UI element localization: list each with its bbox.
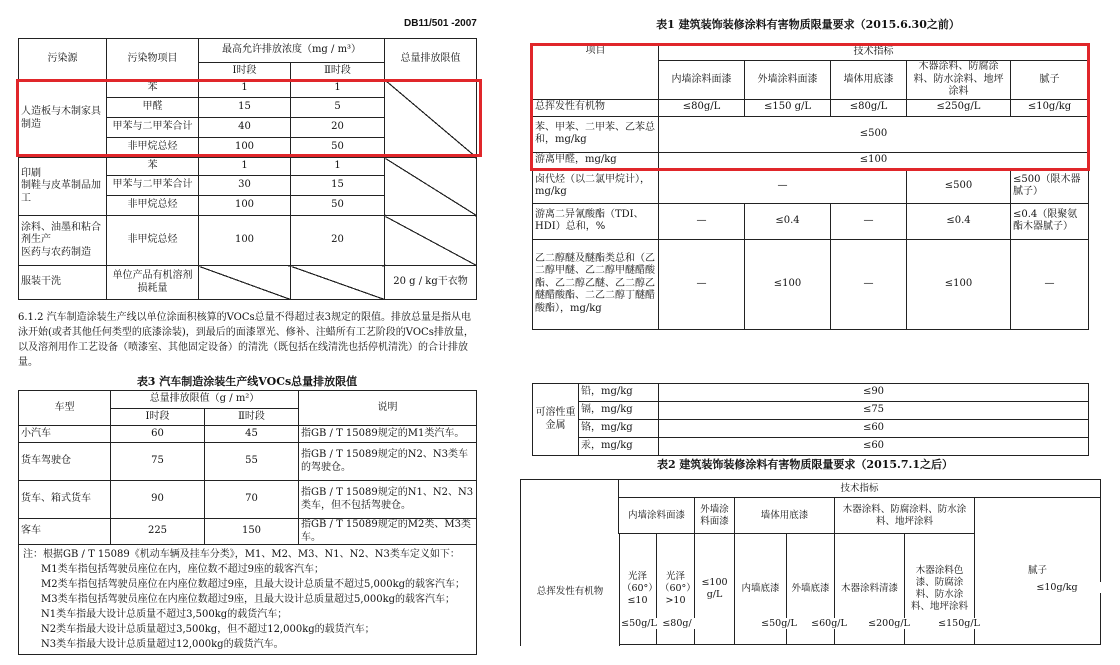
table-cell: 苯 <box>107 80 199 98</box>
table-cell: 225 <box>111 519 205 545</box>
source-coatings-pharma: 涂料、油墨和粘合剂生产 医药与农药制造 <box>19 216 107 266</box>
header-item: 污染物项目 <box>107 39 199 80</box>
table-cell: ≤10g/kg <box>1011 99 1089 116</box>
table-cell: ≤100 <box>659 152 1089 169</box>
table1-title: 表1 建筑装饰装修涂料有害物质限量要求（2015.6.30之前） <box>656 18 960 31</box>
table-cell: 1 <box>291 158 385 176</box>
table-cell: 甲醛 <box>107 98 199 118</box>
table-cell: ≤0.4（限聚氨酯木器腻子） <box>1011 203 1089 239</box>
table-cell: 60 <box>111 426 205 443</box>
table-cell: 指GB / T 15089规定的N2、N3类车的驾驶仓。 <box>299 443 477 481</box>
table-cell: 1 <box>199 158 291 176</box>
table-cell: 小汽车 <box>19 426 111 443</box>
table-cell: 货车、箱式货车 <box>19 481 111 519</box>
header-item: 项目 <box>533 45 659 100</box>
table2-row-label: 总挥发性有机物 <box>520 534 620 646</box>
table-cell: — <box>659 203 745 239</box>
table-cell: ≤200g/L <box>855 618 923 629</box>
table-cell: 甲苯与二甲苯合计 <box>107 176 199 196</box>
table-cell: ≤50g/L <box>755 618 803 629</box>
document-code: DB11/501 -2007 <box>404 18 477 29</box>
header-vehicle: 车型 <box>19 391 111 426</box>
table-cell: 苯 <box>107 158 199 176</box>
vehicle-voc-table <box>18 390 477 655</box>
table-cell: ≤60g/L <box>806 618 852 629</box>
table-cell: 单位产品有机溶剂损耗量 <box>107 266 199 300</box>
table-cell: ≤80g/ <box>659 618 695 629</box>
table-cell: ≤150 g/L <box>745 99 831 116</box>
header-col: 腻子 <box>1011 61 1089 100</box>
table-cell: 5 <box>291 98 385 118</box>
table-cell: 40 <box>199 118 291 138</box>
table-cell: 100 <box>199 216 291 266</box>
table3-notes <box>19 545 477 655</box>
heavy-metal-label: 可溶性重金属 <box>533 384 579 456</box>
source-dry-cleaning: 服装干洗 <box>19 266 107 300</box>
table-cell: 指GB / T 15089规定的M2类、M3类车。 <box>299 519 477 545</box>
table-cell: — <box>659 239 745 329</box>
header-tech: 技术指标 <box>659 45 1089 61</box>
header-source: 污染源 <box>19 39 107 80</box>
table-cell: ≤100 g/L <box>695 534 735 645</box>
table-cell: — <box>659 169 907 203</box>
sub-header: 外墙底漆 <box>787 534 835 645</box>
header-desc: 说明 <box>299 391 477 426</box>
table-cell: — <box>831 239 907 329</box>
table-cell: 乙二醇醚及醚酯类总和（乙二醇甲醚、乙二醇甲醚醋酸酯、乙二醇乙醚、乙二醇乙醚醋酸酯、二乙二醇丁醚醋酸酯），mg/kg <box>533 239 659 329</box>
table-cell: 游离甲醛，mg/kg <box>533 152 659 169</box>
header-col: 外墙涂料面漆 <box>745 61 831 100</box>
table-cell: 20 <box>291 216 385 266</box>
table-cell: 15 <box>291 176 385 196</box>
table2-title: 表2 建筑装饰装修涂料有害物质限量要求（2015.7.1之后） <box>656 458 954 471</box>
note-line: M3类车指包括驾驶员座位在内座位数超过9座，且最大设计总质量超过5,000kg的载客汽车； <box>41 594 456 605</box>
table3-title: 表3 汽车制造涂装生产线VOCs总量排放限值 <box>136 375 358 388</box>
table-cell: 90 <box>111 481 205 519</box>
table-cell: 非甲烷总烃 <box>107 196 199 216</box>
table-cell: ≤100 <box>907 239 1011 329</box>
table-cell: 30 <box>199 176 291 196</box>
table-cell: 50 <box>291 138 385 158</box>
table-cell: 100 <box>199 138 291 158</box>
table-cell: ≤250g/L <box>907 99 1011 116</box>
table-cell: ≤0.4 <box>745 203 831 239</box>
table-cell: ≤150g/L <box>925 618 993 629</box>
table-cell: 铬，mg/kg <box>579 420 659 438</box>
diagonal-cell <box>291 266 385 300</box>
header-col: 木器涂料、防腐涂料、防水涂料、地坪涂料 <box>907 61 1011 100</box>
table-cell: 70 <box>205 481 299 519</box>
table-cell: ≤100 <box>745 239 831 329</box>
table-cell: ≤60 <box>659 438 1089 456</box>
table-cell: — <box>1011 239 1089 329</box>
table-cell: 20 g / kg干衣物 <box>385 266 477 300</box>
sub-header: 光泽（60°）>10 <box>657 534 695 645</box>
table-cell: 45 <box>205 426 299 443</box>
table-cell: ≤60 <box>659 420 1089 438</box>
table-cell: ≤80g/L <box>659 99 745 116</box>
header-col: 内墙涂料面漆 <box>619 498 695 534</box>
table-cell: 50 <box>291 196 385 216</box>
header-period-1: Ⅰ时段 <box>111 409 205 426</box>
table-cell: 卤代烃（以二氯甲烷计），mg/kg <box>533 169 659 203</box>
table-cell: ≤50g/L <box>621 618 657 629</box>
table-cell: 非甲烷总烃 <box>107 216 199 266</box>
emission-limit-table <box>18 38 477 300</box>
header-period-1: Ⅰ时段 <box>199 63 291 80</box>
header-total: 总量排放限值 <box>385 39 477 80</box>
sub-header: 光泽（60°）≤10 <box>619 534 657 645</box>
sub-header: 内墙底漆 <box>735 534 787 645</box>
source-wood-furniture: 人造板与木制家具制造 <box>19 80 107 158</box>
header-limit: 总量排放限值（g / m²） <box>111 391 299 409</box>
table-cell: ≤10g/kg <box>996 582 1118 593</box>
table-cell: 55 <box>205 443 299 481</box>
source-printing-leather: 印刷 制鞋与皮革制品加工 <box>19 158 107 216</box>
sub-header: 木器涂料清漆 <box>835 534 905 645</box>
table-cell: ≤75 <box>659 402 1089 420</box>
sub-header: 木器涂料色漆、防腐涂料、防水涂料、地坪涂料 <box>905 534 975 645</box>
table-cell: 铅，mg/kg <box>579 384 659 402</box>
table-cell: 汞，mg/kg <box>579 438 659 456</box>
table-cell: 非甲烷总烃 <box>107 138 199 158</box>
note-line: N1类车指最大设计总质量不超过3,500kg的载货汽车； <box>41 609 288 620</box>
table-cell: 100 <box>199 196 291 216</box>
table-cell: 游离二异氰酸酯（TDI、HDI）总和，% <box>533 203 659 239</box>
table-cell: ≤500 <box>907 169 1011 203</box>
header-period-2: Ⅱ时段 <box>291 63 385 80</box>
note-line: N3类车指最大设计总质量超过12,000kg的载货汽车。 <box>41 639 284 650</box>
header-col: 墙体用底漆 <box>735 498 835 534</box>
diagonal-cell <box>385 80 477 158</box>
table-cell: ≤500 <box>659 116 1089 152</box>
table-cell: — <box>831 203 907 239</box>
table-cell: 甲苯与二甲苯合计 <box>107 118 199 138</box>
table-cell: 指GB / T 15089规定的M1类汽车。 <box>299 426 477 443</box>
header-col: 墙体用底漆 <box>831 61 907 100</box>
table-cell: 20 <box>291 118 385 138</box>
table-cell: 15 <box>199 98 291 118</box>
note-line: M1类车指包括驾驶员座位在内，座位数不超过9座的载客汽车； <box>41 564 324 575</box>
table-cell: 1 <box>199 80 291 98</box>
table-cell: ≤90 <box>659 384 1089 402</box>
heavy-metals-table <box>532 383 1089 456</box>
note-line: M2类车指包括驾驶员座位在内座位数超过9座，且最大设计总质量不超过5,000kg的载客汽车； <box>41 579 466 590</box>
header-col: 外墙涂料面漆 <box>695 498 735 534</box>
coatings-table-1 <box>532 44 1089 330</box>
diagonal-cell <box>385 216 477 266</box>
header-col: 腻子 <box>975 498 1101 645</box>
table-cell: 总挥发性有机物 <box>533 99 659 116</box>
note-line: N2类车指最大设计总质量超过3,500kg，但不超过12,000kg的载货汽车； <box>41 624 375 635</box>
header-col: 内墙涂料面漆 <box>659 61 745 100</box>
table-cell: 货车驾驶仓 <box>19 443 111 481</box>
table-cell: 1 <box>291 80 385 98</box>
header-tech: 技术指标 <box>619 480 1101 498</box>
table-cell: ≤80g/L <box>831 99 907 116</box>
paragraph-6-1-2: 6.1.2 汽车制造涂装生产线以单位涂面积核算的VOCs总量不得超过表3规定的限值。排放总量是指从电泳开始(或者其他任何类型的底漆涂装)，到最后的面漆罩光、修补、注蜡所有工艺阶段的VOCs排放量，以及溶剂用作工艺设备（喷漆室、其他固定设备）的清洗（既包括在线清洗也括停机清洗）的合计排放量。 <box>18 312 474 368</box>
diagonal-cell <box>385 158 477 216</box>
note-line: 注：根据GB / T 15089《机动车辆及挂车分类》，M1、M2、M3、N1、N2、N3类车定义如下： <box>23 549 460 560</box>
table-cell: ≤0.4 <box>907 203 1011 239</box>
table-cell: 150 <box>205 519 299 545</box>
header-period-2: Ⅱ时段 <box>205 409 299 426</box>
diagonal-cell <box>199 266 291 300</box>
table-cell: 指GB / T 15089规定的N1、N2、N3类车，但不包括驾驶仓。 <box>299 481 477 519</box>
table-cell: ≤500（限木器腻子） <box>1011 169 1089 203</box>
table-cell: 75 <box>111 443 205 481</box>
header-limit: 最高允许排放浓度（mg / m³） <box>199 39 385 63</box>
table-cell: 客车 <box>19 519 111 545</box>
header-col: 木器涂料、防腐涂料、防水涂料、地坪涂料 <box>835 498 975 534</box>
table-cell: 镉，mg/kg <box>579 402 659 420</box>
table-cell: 苯、甲苯、二甲苯、乙苯总和，mg/kg <box>533 116 659 152</box>
